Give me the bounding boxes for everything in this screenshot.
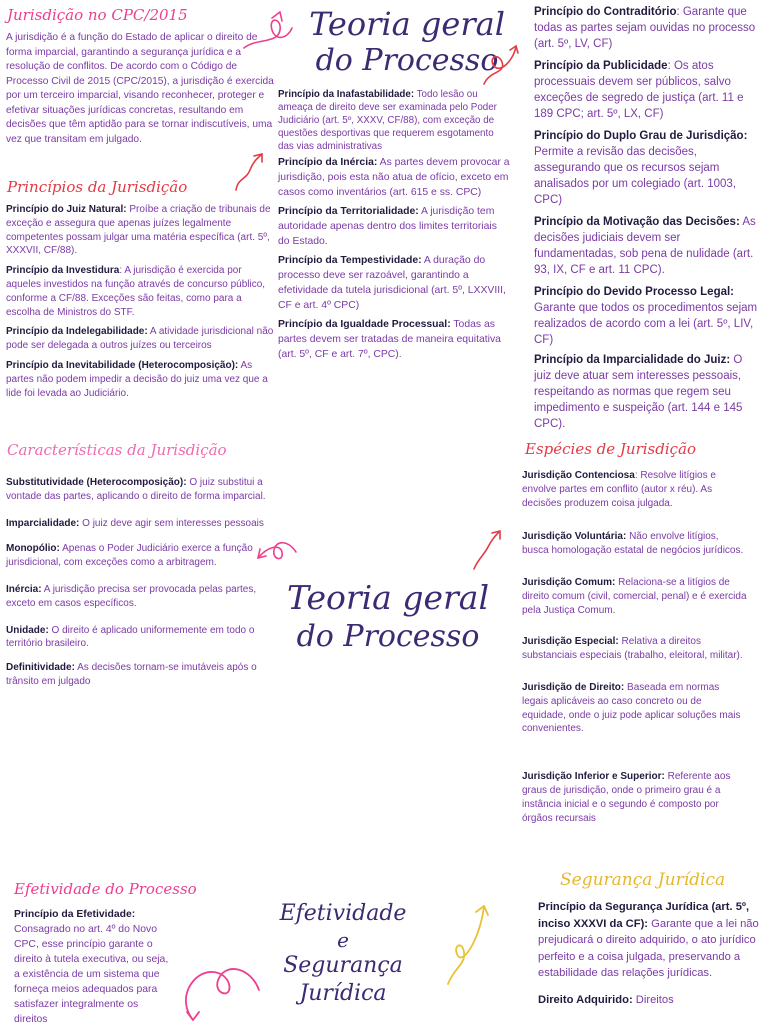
principios-col3-list <box>534 4 762 437</box>
list-item: Princípio da Imparcialidade do Juiz: O juiz deve atuar sem interesses pessoais, respeitando as normas que regem seu impedimento e suspeição (art. 144 e 145 CPC). <box>534 354 743 430</box>
list-item: Princípio da Igualdade Processual: Todas as partes devem ser tratadas de maneira equitativa (art. 5º, CF e art. 7º, CPC). <box>278 319 501 360</box>
curly-arrow-icon <box>238 8 298 58</box>
list-item: Princípio da Tempestividade: A duração do processo deve ser razoável, garantindo a efetividade da tutela jurisdicional (art. 5º, LXXVIII, CF e art. 4º CPC) <box>278 255 506 311</box>
list-item: Definitividade: As decisões tornam-se imutáveis após o trânsito em julgado <box>6 662 257 687</box>
principios-list <box>6 203 276 406</box>
heading-efetividade: Efetividade do Processo <box>14 880 197 898</box>
list-item: Imparcialidade: O juiz deve agir sem interesses pessoais <box>6 517 264 529</box>
list-item: Princípio da Inafastabilidade: Todo lesão ou ameaça de direito deve ser examinada pelo Poder Judiciário (art. 5º, XXXV, CF/88), com exceção de questões desportivas que requerem esgotamento das vias administrativas <box>278 89 497 152</box>
list-item: Monopólio: Apenas o Poder Judiciário exerce a função jurisdicional, com exceções como a arbitragem. <box>6 543 253 569</box>
intro-paragraph: A jurisdição é a função do Estado de aplicar o direito de forma imparcial, garantindo a segurança jurídica e a resolução de conflitos. De acordo com o Código de Processo Civil de 2015 (CPC/2015), a jurisdição é exercida por um terceiro imparcial, visando reconhecer, proteger e efetivar situações jurídicas concretas, resultando em decisões que têm aptidão para se tornar indiscutíveis, uma vez que transitam em julgado. <box>6 32 274 145</box>
list-item: Inércia: A jurisdição precisa ser provocada pelas partes, exceto em casos específicos. <box>6 583 257 609</box>
curly-arrow-icon <box>440 898 496 988</box>
list-item: Princípio da Inevitabilidade (Heterocomposição): As partes não podem impedir a decisão do juiz uma vez que a lide foi levada ao Judiciário. <box>6 359 268 399</box>
heading-seguranca: Segurança Jurídica <box>560 870 726 890</box>
list-item: Jurisdição Especial: Relativa a direitos substanciais especiais (trabalho, eleitoral, militar). <box>522 636 743 662</box>
list-item: Princípio do Devido Processo Legal: Garante que todos os procedimentos sejam realizados de acordo com a lei (art. 5º, LIV, CF) <box>534 286 758 346</box>
title-efetividade-seguranca: Efetividade e Segurança Jurídica <box>279 901 407 1006</box>
list-item: Princípio do Duplo Grau de Jurisdição: Permite a revisão das decisões, assegurando que os recursos sejam analisados por um colegiado (art. 1003, CPC) <box>534 130 748 206</box>
heading-jurisdicao: Jurisdição no CPC/2015 <box>7 6 188 24</box>
principios-col2-list <box>278 88 510 366</box>
curly-arrow-icon <box>175 940 265 1024</box>
curly-arrow-icon <box>470 525 506 573</box>
list-item: Unidade: O direito é aplicado uniformemente em todo o território brasileiro. <box>6 624 255 650</box>
list-item: Princípio do Juiz Natural: Proíbe a criação de tribunais de exceção e assegura que apenas juízes legalmente competentes possam julgar uma matéria específica (art. 5º, XXXVII, CF/88). <box>6 204 271 257</box>
title-teoria-geral-top: Teoria geral do Processo <box>309 5 505 78</box>
list-item: Princípio do Contraditório: Garante que todas as partes sejam ouvidas no processo (art. 5º, LV, CF) <box>534 6 756 50</box>
list-item: Princípio da Motivação das Decisões: As decisões judiciais devem ser fundamentadas, sob pena de nulidade (art. 93, IX, CF e art. 11 CPC). <box>534 216 756 276</box>
list-item: Princípio da Investidura: A jurisdição é exercida por aqueles investidos na função através de concurso público, conforme a CF/88. Exceções são feitas, como para a escolha de Ministros do STF. <box>6 265 266 318</box>
list-item: Princípio da Inércia: As partes devem provocar a jurisdição, pois esta não atua de ofício, exceto em casos como inventários (art. 615 e ss. CPC) <box>278 157 510 198</box>
caracteristicas-list <box>6 476 268 695</box>
heading-especies: Espécies de Jurisdição <box>525 440 697 458</box>
curly-arrow-icon <box>232 150 272 194</box>
list-item: Jurisdição Contenciosa: Resolve litígios e envolve partes em conflito (autor x réu). As decisões produzem coisa julgada. <box>522 470 716 509</box>
direito-adquirido-paragraph: Direito Adquirido: Direitos <box>538 993 674 1006</box>
curly-arrow-icon <box>480 40 524 90</box>
efetividade-paragraph: Princípio da Efetividade: Consagrado no art. 4º do Novo CPC, esse princípio garante o direito à tutela executiva, ou seja, a existência de um sistema que forneça meios adequados para satisfazer integralmente os direitos <box>14 909 169 1024</box>
list-item: Jurisdição de Direito: Baseada em normas legais aplicáveis ao caso concreto ou de equidade, onde o juiz pode aplicar soluções mais convenientes. <box>522 681 741 735</box>
seguranca-section <box>538 899 762 1024</box>
title-teoria-geral-mid: Teoria geral do Processo <box>287 578 489 654</box>
curly-arrow-icon <box>250 532 300 572</box>
list-item: Substitutividade (Heterocomposição): O juiz substitui a vontade das partes, aplicando o direito de forma imparcial. <box>6 477 266 502</box>
list-item: Jurisdição Voluntária: Não envolve litígios, busca homologação estatal de negócios jurídicos. <box>522 531 744 557</box>
especies-list <box>522 469 748 831</box>
list-item: Princípio da Publicidade: Os atos processuais devem ser públicos, salvo exceções de segredo de justiça (art. 11 e 189 CPC; art. 5º, LX, CF) <box>534 60 744 120</box>
seguranca-paragraph: Princípio da Segurança Jurídica (art. 5º, inciso XXXVI da CF): Garante que a lei não prejudicará o direito adquirido, o ato jurídico perfeito e a coisa julgada, preservando a estabilidade das relações jurídicas. <box>538 901 759 979</box>
heading-caracteristicas: Características da Jurisdição <box>7 441 227 459</box>
list-item: Princípio da Indelegabilidade: A atividade jurisdicional não pode ser delegada a outros juízes ou terceiros <box>6 326 274 352</box>
list-item: Princípio da Territorialidade: A jurisdição tem autoridade apenas dentro dos limites territoriais do Estado. <box>278 206 497 247</box>
heading-principios-jurisdicao: Princípios da Jurisdição <box>7 178 188 196</box>
list-item: Jurisdição Comum: Relaciona-se a litígios de direito comum (civil, comercial, penal) e é exercida pela Justiça Comum. <box>522 576 747 616</box>
list-item: Jurisdição Inferior e Superior: Referente aos graus de jurisdição, onde o primeiro grau é a instância inicial e o segundo é composto por órgãos recursais <box>522 771 731 824</box>
